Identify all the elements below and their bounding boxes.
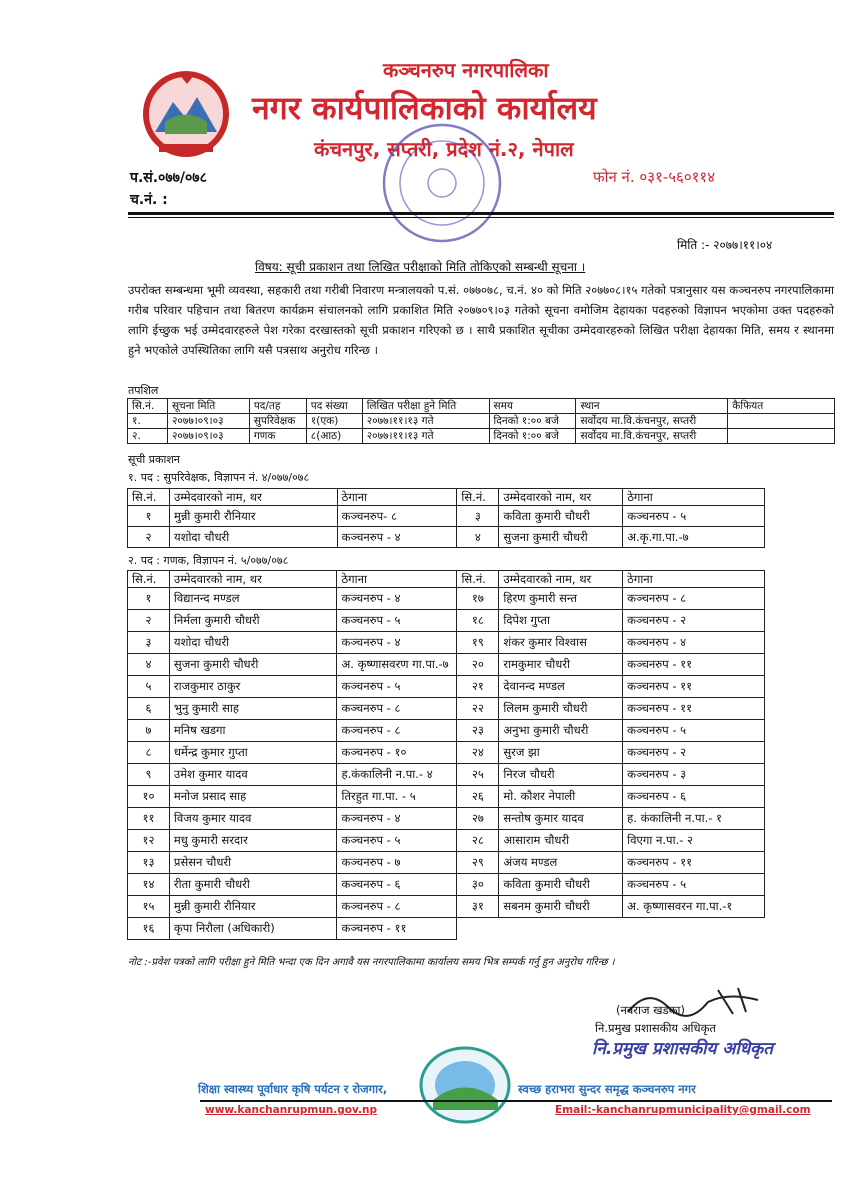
signatory-name: (नवराज खडका) — [616, 1003, 685, 1017]
cell: १ — [128, 588, 170, 610]
cell: ८ — [128, 742, 170, 764]
cell: २०७७।११।१३ गते — [362, 414, 489, 429]
cell: कञ्चनरुप - ११ — [623, 654, 765, 676]
cell: १० — [128, 786, 170, 808]
cell: कञ्चनरुप - ५ — [337, 676, 457, 698]
cell: १६ — [128, 918, 170, 940]
cell: कञ्चनरुप - ११ — [337, 918, 457, 940]
footer-logo-icon — [418, 1045, 513, 1125]
col-address: ठेगाना — [337, 489, 457, 506]
cell: सर्वोदय मा.वि.कंचनपुर, सप्तरी — [576, 429, 728, 444]
table-row — [128, 429, 835, 444]
cell: १८ — [457, 610, 499, 632]
cell: गणक — [249, 429, 306, 444]
table-row — [128, 874, 765, 896]
cell: १. — [128, 414, 168, 429]
cell: अ. कृष्णासवरण गा.पा.-७ — [337, 654, 457, 676]
cell: हिरण कुमारी सन्त — [499, 588, 623, 610]
signatory-stamp: नि.प्रमुख प्रशासकीय अधिकृत — [592, 1039, 773, 1059]
dispatch-number: च.नं. : — [130, 192, 168, 208]
notice-date: मिति :- २०७७।११।०४ — [677, 238, 773, 252]
cell: २०७७।११।१३ गते — [362, 429, 489, 444]
cell: कञ्चनरुप - ८ — [337, 896, 457, 918]
cell: कञ्चनरुप - ६ — [623, 786, 765, 808]
cell: कञ्चनरुप - ४ — [623, 632, 765, 654]
table-row — [128, 610, 765, 632]
cell: कञ्चनरुप - ४ — [337, 527, 457, 548]
header-rule — [128, 212, 834, 215]
notice-subject: विषय: सूची प्रकाशन तथा लिखित परीक्षाको मिति तोकिएको सम्बन्धी सूचना । — [255, 260, 586, 274]
col-sn: सि.नं. — [128, 489, 170, 506]
cell: कञ्चनरुप - ५ — [623, 506, 765, 527]
empty-cell — [457, 918, 765, 940]
cell: यशोदा चौधरी — [169, 632, 337, 654]
cell: कञ्चनरुप - ५ — [337, 610, 457, 632]
emblem-icon — [135, 62, 237, 162]
post2-table — [127, 570, 765, 940]
notice-body: उपरोक्त सम्बन्धमा भूमी व्यवस्था, सहकारी तथा गरीबी निवारण मन्त्रालयको प.सं. ०७७०७८, च.नं. ४० को मिति २०७७०८।१५ गतेको पत्रानुसार यस कञ्चनरुप नगरपालिकामा गरीब परिवार पहिचान तथा बितरण कार्यक्रम संचालनको लागि प्रकाशित मिति २०७७०९।०३ गतेको सूचना वमोजिम देहायका पदहरुको विज्ञापन भएकोमा उक्त पदहरुको लागि ईच्छुक भई उम्मेदवारहरुले पेश गरेका दरखास्तको सूची प्रकाशन गरिएको छ । साथै प्रकाशित सूचीका उम्मेदवारहरुको लिखित परीक्षा देहायका मिति, समय र स्थानमा हुने भएकोले उपस्थितिका लागि यसै पत्रसाथ अनुरोध गरिन्छ । — [128, 283, 834, 357]
table-row — [128, 764, 765, 786]
cell: तिरहुत गा.पा. - ५ — [337, 786, 457, 808]
cell: ह.कंकालिनी न.पा.- ४ — [337, 764, 457, 786]
cell: कृपा निरौला (अधिकारी) — [169, 918, 337, 940]
cell: रीता कुमारी चौधरी — [169, 874, 337, 896]
post1-table — [127, 488, 765, 548]
cell: उमेश कुमार यादव — [169, 764, 337, 786]
cell: मधु कुमारी सरदार — [169, 830, 337, 852]
cell: निरज चौधरी — [499, 764, 623, 786]
cell: ११ — [128, 808, 170, 830]
table-row — [128, 742, 765, 764]
cell: मनिष खडगा — [169, 720, 337, 742]
col-exam-date: लिखित परीक्षा हुने मिति — [362, 399, 489, 414]
cell: कञ्चनरुप- ८ — [337, 506, 457, 527]
footer-slogan-left: शिक्षा स्वास्थ्य पूर्वाधार कृषि पर्यटन र रोजगार, — [198, 1082, 388, 1096]
col-venue: स्थान — [576, 399, 728, 414]
cell: २ — [128, 527, 170, 548]
cell: कविता कुमारी चौधरी — [499, 874, 623, 896]
municipality-name: कञ्चनरुप नगरपालिका — [383, 58, 549, 82]
col-post-count: पद संख्या — [306, 399, 362, 414]
table-row — [128, 852, 765, 874]
col-sn: सि.नं. — [457, 571, 499, 588]
cell: मुन्नी कुमारी रौनियार — [169, 896, 337, 918]
col-post: पद/तह — [249, 399, 306, 414]
cell: २ — [128, 610, 170, 632]
cell: लिलम कुमारी चौधरी — [499, 698, 623, 720]
table-row — [128, 414, 835, 429]
cell: कविता कुमारी चौधरी — [499, 506, 623, 527]
cell: विजय कुमार यादव — [169, 808, 337, 830]
list-label: सूची प्रकाशन — [128, 453, 180, 466]
cell: निर्मला कुमारी चौधरी — [169, 610, 337, 632]
ref-number: प.सं.०७७/०७८ — [130, 170, 207, 186]
cell: अ. कृष्णासवरन गा.पा.-१ — [623, 896, 765, 918]
table-row — [128, 830, 765, 852]
cell: कञ्चनरुप - ११ — [623, 676, 765, 698]
cell: ४ — [128, 654, 170, 676]
schedule-header-row — [128, 399, 835, 414]
cell: कञ्चनरुप - ५ — [623, 720, 765, 742]
cell: ७ — [128, 720, 170, 742]
cell: ३ — [128, 632, 170, 654]
cell: ४ — [457, 527, 499, 548]
post2-title: २. पद : गणक, विज्ञापन नं. ५/०७७/०७८ — [128, 554, 289, 567]
col-name: उम्मेदवारको नाम, थर — [499, 489, 623, 506]
cell: २३ — [457, 720, 499, 742]
cell: यशोदा चौधरी — [169, 527, 337, 548]
cell: दिनको १:०० बजे — [489, 429, 576, 444]
table-row — [128, 720, 765, 742]
cell: कञ्चनरुप - ५ — [623, 874, 765, 896]
cell: २. — [128, 429, 168, 444]
col-remarks: कैफियत — [728, 399, 835, 414]
cell: ५ — [128, 676, 170, 698]
cell: २९ — [457, 852, 499, 874]
table-row — [128, 632, 765, 654]
post1-header-row — [128, 489, 765, 506]
cell: १(एक) — [306, 414, 362, 429]
cell: सर्वोदय मा.वि.कंचनपुर, सप्तरी — [576, 414, 728, 429]
cell: अ.कृ.गा.पा.-७ — [623, 527, 765, 548]
cell: सुपरिवेक्षक — [249, 414, 306, 429]
cell: रामकुमार चौधरी — [499, 654, 623, 676]
col-sn: सि.नं. — [128, 571, 170, 588]
cell: २७ — [457, 808, 499, 830]
schedule-table — [127, 398, 835, 444]
table-row — [128, 808, 765, 830]
cell: कञ्चनरुप - ११ — [623, 852, 765, 874]
note: नोट :-प्रवेश पत्रको लागि परीक्षा हुने मिति भन्दा एक दिन अगावै यस नगरपालिकामा कार्यालय समय भित्र सम्पर्क गर्नु हुन अनुरोध गरिन्छ । — [128, 957, 615, 968]
cell: २०७७।०९।०३ — [167, 429, 249, 444]
post1-title: १. पद : सुपरिवेक्षक, विज्ञापन नं. ४/०७७/०७८ — [128, 471, 310, 484]
cell: सुरज झा — [499, 742, 623, 764]
cell: कञ्चनरुप - ७ — [337, 852, 457, 874]
cell: ८(आठ) — [306, 429, 362, 444]
office-stamp-icon — [377, 118, 507, 248]
footer-rule — [200, 1100, 832, 1102]
table-row — [128, 786, 765, 808]
cell: अनुभा कुमारी चौधरी — [499, 720, 623, 742]
cell: दिपेश गुप्ता — [499, 610, 623, 632]
cell: कञ्चनरुप - ८ — [337, 698, 457, 720]
cell: कञ्चनरुप - ४ — [337, 808, 457, 830]
cell: कञ्चनरुप - ४ — [337, 588, 457, 610]
cell: दिनको १:०० बजे — [489, 414, 576, 429]
footer-slogan-right: स्वच्छ हराभरा सुन्दर समृद्ध कञ्चनरुप नगर — [518, 1082, 696, 1096]
cell: कञ्चनरुप - ५ — [337, 830, 457, 852]
table-row — [128, 527, 765, 548]
cell: १२ — [128, 830, 170, 852]
table-row — [128, 918, 765, 940]
cell: २०७७।०९।०३ — [167, 414, 249, 429]
post2-header-row — [128, 571, 765, 588]
cell: विएगा न.पा.- २ — [623, 830, 765, 852]
cell: आसाराम चौधरी — [499, 830, 623, 852]
cell: अंजय मण्डल — [499, 852, 623, 874]
cell: सन्तोष कुमार यादव — [499, 808, 623, 830]
cell: १३ — [128, 852, 170, 874]
cell: कञ्चनरुप - ११ — [623, 698, 765, 720]
cell: २६ — [457, 786, 499, 808]
cell — [728, 429, 835, 444]
col-notice-date: सूचना मिति — [167, 399, 249, 414]
cell: देवानन्द मण्डल — [499, 676, 623, 698]
cell: कञ्चनरुप - १० — [337, 742, 457, 764]
cell: २८ — [457, 830, 499, 852]
table-row — [128, 588, 765, 610]
cell: भुनु कुमारी साह — [169, 698, 337, 720]
website-link[interactable]: www.kanchanrupmun.gov.np — [205, 1104, 377, 1116]
cell: विद्यानन्द मण्डल — [169, 588, 337, 610]
table-row — [128, 676, 765, 698]
cell: ६ — [128, 698, 170, 720]
cell: कञ्चनरुप - ६ — [337, 874, 457, 896]
cell: २० — [457, 654, 499, 676]
cell: ३० — [457, 874, 499, 896]
col-name: उम्मेदवारको नाम, थर — [169, 489, 337, 506]
cell: २५ — [457, 764, 499, 786]
cell: कञ्चनरुप - ४ — [337, 632, 457, 654]
phone-number: फोन नं. ०३१-५६०११४ — [593, 168, 716, 186]
cell: १९ — [457, 632, 499, 654]
cell: २१ — [457, 676, 499, 698]
col-name: उम्मेदवारको नाम, थर — [169, 571, 337, 588]
col-sn: सि.नं. — [128, 399, 168, 414]
cell: कञ्चनरुप - २ — [623, 610, 765, 632]
col-address: ठेगाना — [623, 571, 765, 588]
col-address: ठेगाना — [623, 489, 765, 506]
table-row — [128, 654, 765, 676]
cell: २२ — [457, 698, 499, 720]
cell: राजकुमार ठाकुर — [169, 676, 337, 698]
col-time: समय — [489, 399, 576, 414]
table-row — [128, 698, 765, 720]
cell: १५ — [128, 896, 170, 918]
col-address: ठेगाना — [337, 571, 457, 588]
cell: कञ्चनरुप - ३ — [623, 764, 765, 786]
office-address: कंचनपुर, सप्तरी, प्रदेश नं.२, नेपाल — [314, 137, 574, 161]
header-rule-thin — [128, 217, 834, 218]
cell: १४ — [128, 874, 170, 896]
cell: ३१ — [457, 896, 499, 918]
cell: सुजना कुमारी चौधरी — [499, 527, 623, 548]
cell: ह. कंकालिनी न.पा.- १ — [623, 808, 765, 830]
cell: मनोज प्रसाद साह — [169, 786, 337, 808]
cell — [728, 414, 835, 429]
cell: सुजना कुमारी चौधरी — [169, 654, 337, 676]
cell: धर्मेन्द्र कुमार गुप्ता — [169, 742, 337, 764]
cell: १७ — [457, 588, 499, 610]
table-row — [128, 506, 765, 527]
cell: शंकर कुमार विश्वास — [499, 632, 623, 654]
cell: मुन्नी कुमारी रौनियार — [169, 506, 337, 527]
email-link[interactable]: Email:-kanchanrupmunicipality@gmail.com — [555, 1104, 811, 1116]
cell: सबनम कुमारी चौधरी — [499, 896, 623, 918]
cell: कञ्चनरुप - ८ — [623, 588, 765, 610]
cell: मो. कौशर नेपाली — [499, 786, 623, 808]
cell: कञ्चनरुप - २ — [623, 742, 765, 764]
cell: १ — [128, 506, 170, 527]
table-row — [128, 896, 765, 918]
tapasil-label: तपशिल — [128, 384, 159, 397]
cell: प्रसेसन चौधरी — [169, 852, 337, 874]
signatory-title: नि.प्रमुख प्रशासकीय अधिकृत — [595, 1021, 716, 1035]
cell: कञ्चनरुप - ८ — [337, 720, 457, 742]
cell: ३ — [457, 506, 499, 527]
cell: २४ — [457, 742, 499, 764]
cell: ९ — [128, 764, 170, 786]
col-sn: सि.नं. — [457, 489, 499, 506]
office-title: नगर कार्यपालिकाको कार्यालय — [252, 89, 597, 127]
col-name: उम्मेदवारको नाम, थर — [499, 571, 623, 588]
